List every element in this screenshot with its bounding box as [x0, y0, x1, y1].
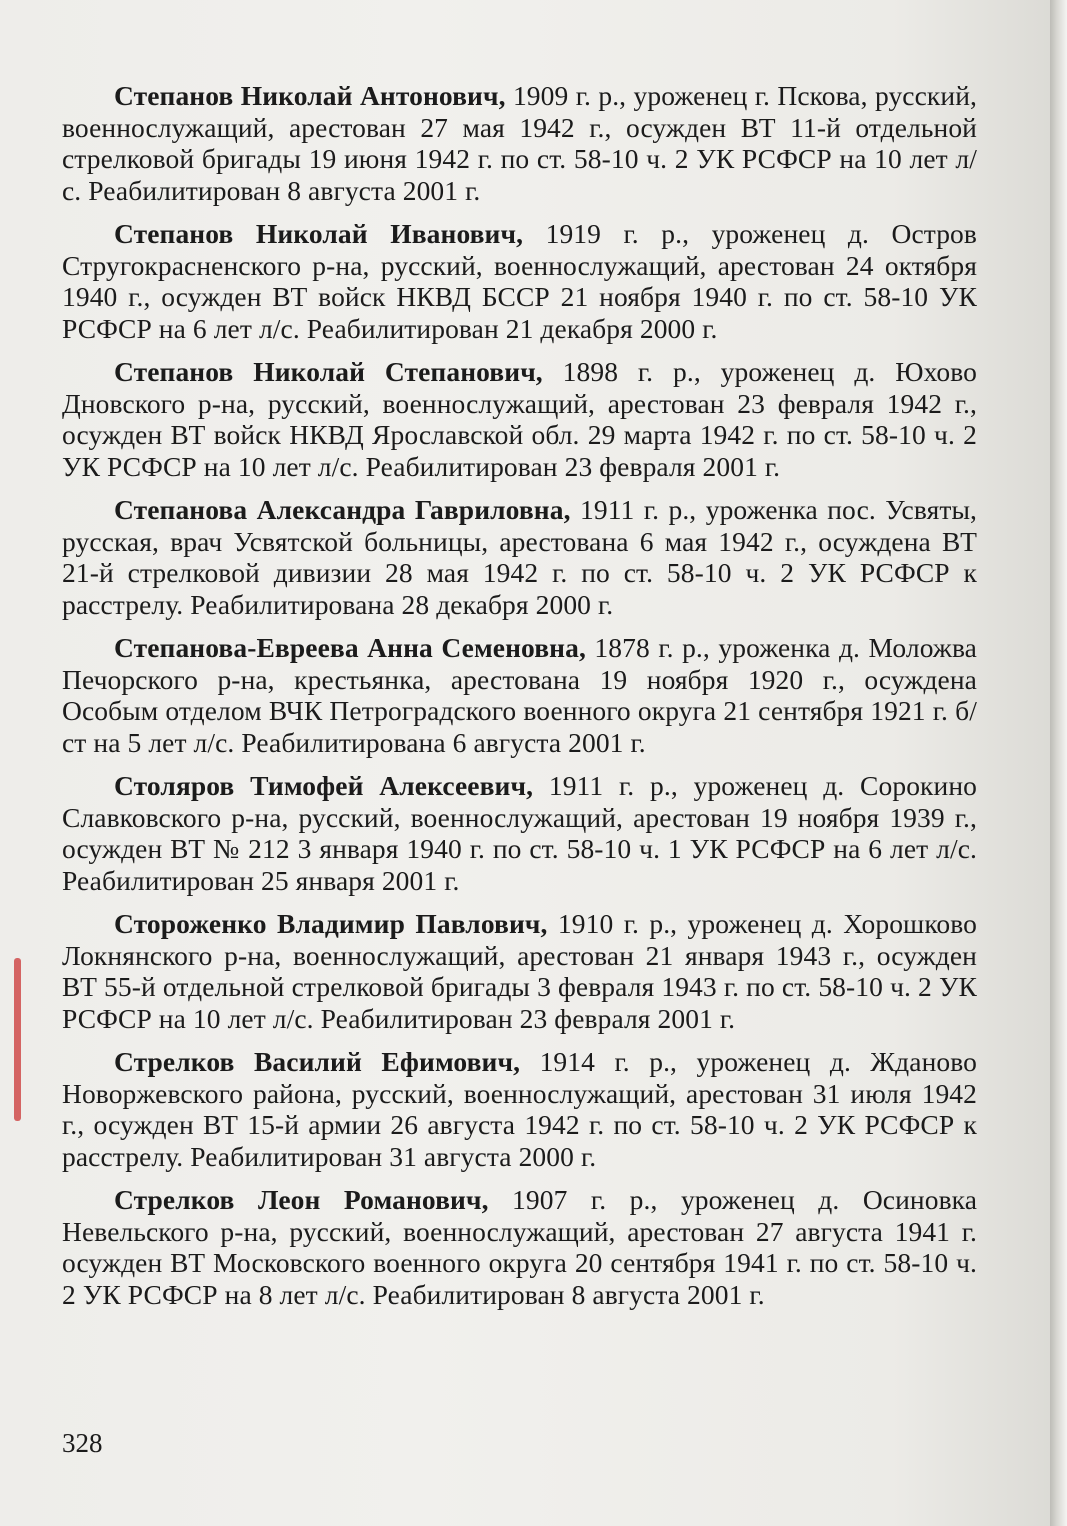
entry-name: Степанов Николай Степанович, — [114, 356, 543, 387]
entry-name: Стрелков Леон Романович, — [114, 1184, 489, 1215]
entry-name: Степанова Александра Гавриловна, — [114, 494, 571, 525]
entry-text: 1907 г. р., уроженец д. Осиновка Невельского р-на, русский, военнослужащий, арестован 27 августа 1941 г. осужден ВТ Московского военного округа 20 сентября 1941 г. по ст. 58-10 ч. 2 УК РСФСР на 8 лет л/с. Реабилитирован 8 августа 2001 г. — [62, 1184, 977, 1310]
entry-name: Столяров Тимофей Алексеевич, — [114, 770, 534, 801]
page-edge-shadow — [1050, 0, 1067, 1526]
entry-text: 1878 г. р., уроженка д. Моложва Печорского р-на, крестьянка, арестована 19 ноября 1920 г., осуждена Особым отделом ВЧК Петроградского военного округа 21 сентября 1921 г. б/ст на 5 лет л/с. Реабилитирована 6 августа 2001 г. — [62, 632, 977, 758]
entry — [62, 632, 977, 758]
entry-text: 1919 г. р., уроженец д. Остров Стругокрасненского р-на, русский, военнослужащий, арестован 24 октября 1940 г., осужден ВТ войск НКВД БССР 21 ноября 1940 г. по ст. 58-10 УК РСФСР на 6 лет л/с. Реабилитирован 21 декабря 2000 г. — [62, 218, 977, 344]
entry-name: Степанов Николай Антонович, — [114, 80, 506, 111]
entry-name: Стороженко Владимир Павлович, — [114, 908, 548, 939]
entry-name: Степанова-Евреева Анна Семеновна, — [114, 632, 586, 663]
entry — [62, 1184, 977, 1310]
entry-text: 1914 г. р., уроженец д. Жданово Новоржевского района, русский, военнослужащий, арестован 31 июля 1942 г., осужден ВТ 15-й армии 26 августа 1942 г. по ст. 58-10 ч. 2 УК РСФСР к расстрелу. Реабилитирован 31 августа 2000 г. — [62, 1046, 977, 1172]
entry — [62, 356, 977, 482]
red-margin-marker — [14, 958, 21, 1121]
entry — [62, 908, 977, 1034]
entry — [62, 494, 977, 620]
page-number: 328 — [62, 1428, 103, 1458]
entry — [62, 1046, 977, 1172]
entry-text: 1909 г. р., уроженец г. Пскова, русский, военнослужащий, арестован 27 мая 1942 г., осужден ВТ 11-й отдельной стрелковой бригады 19 июня 1942 г. по ст. 58-10 ч. 2 УК РСФСР на 10 лет л/с. Реабилитирован 8 августа 2001 г. — [62, 80, 977, 206]
entry — [62, 80, 977, 206]
entries-list — [62, 80, 977, 1322]
entry — [62, 770, 977, 896]
entry-text: 1911 г. р., уроженец д. Сорокино Славковского р-на, русский, военнослужащий, арестован 19 ноября 1939 г., осужден ВТ № 212 3 января 1940 г. по ст. 58-10 ч. 1 УК РСФСР на 6 лет л/с. Реабилитирован 25 января 2001 г. — [62, 770, 977, 896]
entry-text: 1898 г. р., уроженец д. Юхово Дновского р-на, русский, военнослужащий, арестован 23 февраля 1942 г., осужден ВТ войск НКВД Ярославской обл. 29 марта 1942 г. по ст. 58-10 ч. 2 УК РСФСР на 10 лет л/с. Реабилитирован 23 февраля 2001 г. — [62, 356, 978, 482]
entry-name: Стрелков Василий Ефимович, — [114, 1046, 521, 1077]
entry-text: 1911 г. р., уроженка пос. Усвяты, русская, врач Усвятской больницы, арестована 6 мая 1942 г., осуждена ВТ 21-й стрелковой дивизии 28 мая 1942 г. по ст. 58-10 ч. 2 УК РСФСР к расстрелу. Реабилитирована 28 декабря 2000 г. — [62, 494, 977, 620]
entry-text: 1910 г. р., уроженец д. Хорошково Локнянского р-на, военнослужащий, арестован 21 января 1943 г., осужден ВТ 55-й отдельной стрелковой бригады 3 февраля 1943 г. по ст. 58-10 ч. 2 УК РСФСР на 10 лет л/с. Реабилитирован 23 февраля 2001 г. — [62, 908, 977, 1034]
entry-name: Степанов Николай Иванович, — [114, 218, 524, 249]
entry — [62, 218, 977, 344]
